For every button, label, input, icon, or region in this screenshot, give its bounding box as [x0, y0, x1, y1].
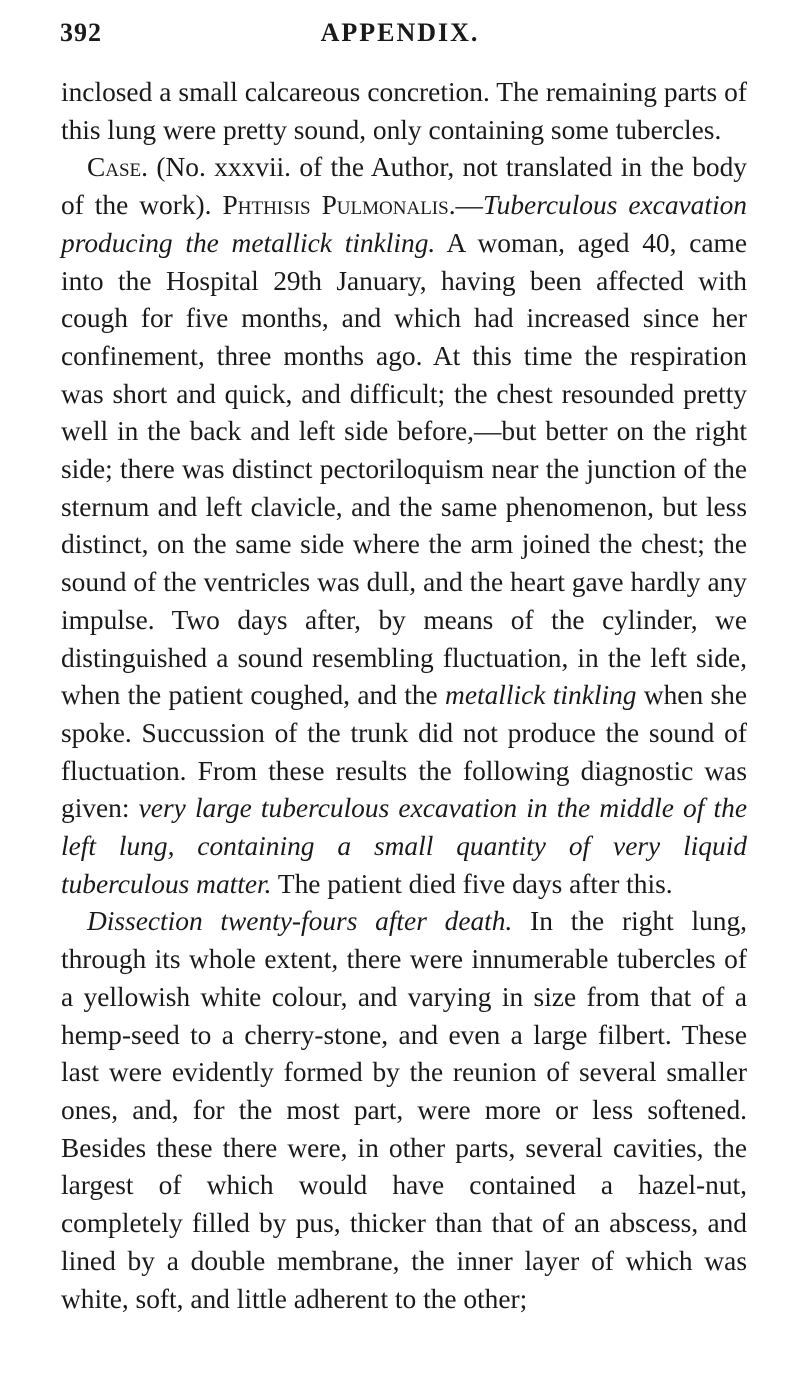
text-span: The patient died five days after this. [271, 868, 673, 899]
text-span: A woman, aged 40, came into the Hospital 29th January, having been affected with cough for five months, and which had increased since her confinement, three months ago. At this time the respiration was short and quick, and difficult; the chest resounded pretty well in the back and left side before,—but better on the right side; there was distinct pectoriloquism near the junction of the sternum and left clavicle, and the same phenomenon, but less distinct, on the same side where the arm joined the chest; the sound of the ventricles was dull, and the heart gave hardly any impulse. Two days after, by means of the cylinder, we distinguished a sound resembling fluctuation, in the left side, when the patient coughed, and the [61, 227, 747, 711]
case-label: Case. [87, 152, 149, 183]
running-head: APPENDIX. [320, 18, 480, 47]
text-span: (No. xxxvii. of the Author, not translated in the body of the work). [61, 152, 747, 221]
text-span: inclosed a small calcareous concretion. The remaining parts of this lung were pretty sound, only containing some tubercles. [61, 77, 747, 145]
paragraph [61, 149, 747, 903]
disease-name: Phthisis Pulmonalis. [222, 190, 456, 221]
case-heading: Tuberculous excavation producing the metallick tinkling. [61, 190, 747, 258]
text-span: In the right lung, through its whole extent, there were innumerable tubercles of a yellowish white colour, and varying in size from that of a hemp-seed to a cherry-stone, and even a large filbert. These last were evidently formed by the reunion of several smaller ones, and, for the most part, were more or less softened. Besides these there were, in other parts, several cavities, the largest of which would have contained a hazel-nut, completely filled by pus, thicker than that of an abscess, and lined by a double membrane, the inner layer of which was white, soft, and little adherent to the other; [61, 906, 747, 1314]
italic-term: metallick tinkling [445, 680, 637, 711]
paragraph [61, 74, 747, 149]
page-header [60, 14, 740, 54]
body-text [61, 74, 747, 1318]
diagnostic: very large tuberculous excavation in the middle of the left lung, containing a small quantity of very liquid tuberculous matter. [61, 793, 747, 899]
page-number: 392 [60, 18, 102, 47]
text-span: — [455, 190, 483, 221]
dissection-heading: Dissection twenty-fours after death. [87, 906, 513, 937]
text-span: when she spoke. Succussion of the trunk did not produce the sound of fluctuation. From these results the following diagnostic was given: [61, 680, 747, 824]
paragraph [61, 903, 747, 1318]
